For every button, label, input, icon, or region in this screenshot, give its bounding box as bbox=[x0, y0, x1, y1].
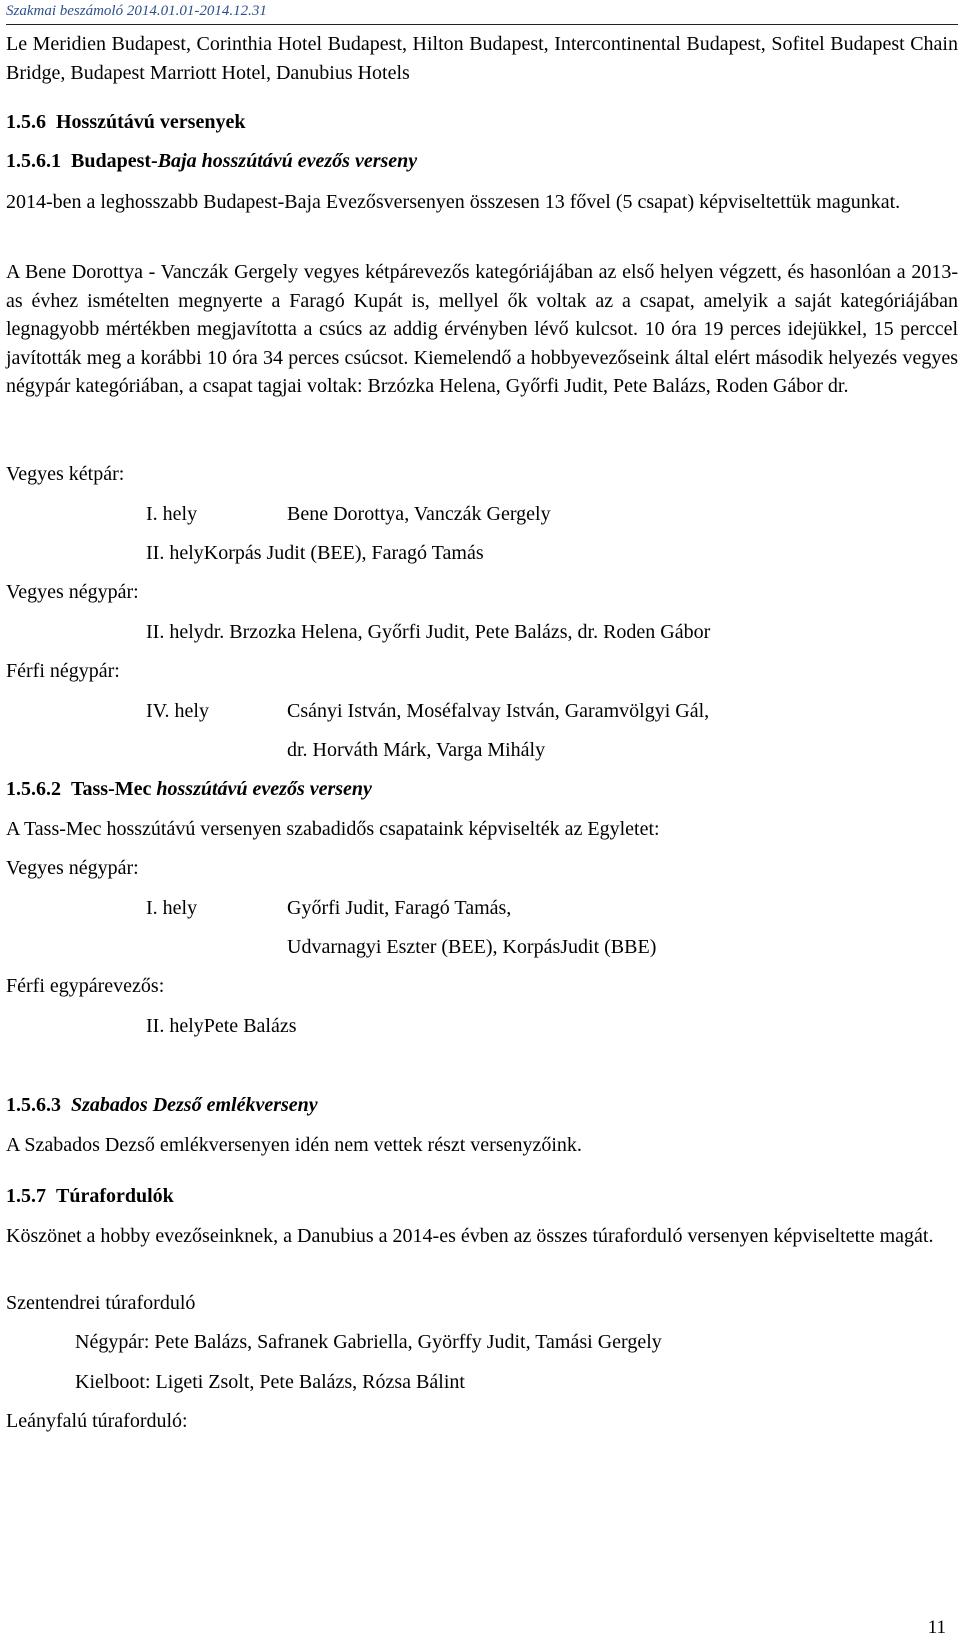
result-line: II. helyPete Balázs bbox=[146, 1015, 297, 1037]
heading-1-5-6-3 bbox=[6, 1094, 318, 1117]
category-mixed-quad: Vegyes négypár: bbox=[6, 581, 139, 603]
paragraph-tour: Köszönet a hobby evezőseinknek, a Danubius a 2014-es évben az összes túraforduló versenyen képviseltette magát. bbox=[6, 1225, 934, 1247]
section-title: Hosszútávú versenyek bbox=[56, 111, 246, 133]
paragraph-szabados: A Szabados Dezső emlékversenyen idén nem vettek részt versenyzőink. bbox=[6, 1134, 582, 1156]
heading-1-5-6 bbox=[6, 111, 245, 134]
result-names-cont: dr. Horváth Márk, Varga Mihály bbox=[287, 739, 546, 761]
section-number: 1.5.6.3 bbox=[6, 1094, 61, 1116]
section-number: 1.5.6.1 bbox=[6, 150, 61, 172]
result-line: II. helyKorpás Judit (BEE), Faragó Tamás bbox=[146, 542, 484, 564]
hotel-list: Le Meridien Budapest, Corinthia Hotel Budapest, Hilton Budapest, Intercontinental Budapest, Sofitel Budapest Chain Bridge, Budapest Marriott Hotel, Danubius Hotels bbox=[6, 33, 958, 84]
category-mixed-quad: Vegyes négypár: bbox=[6, 857, 139, 879]
tour-szentendre: Szentendrei túraforduló bbox=[6, 1292, 196, 1314]
section-title-part: Tass-Mec bbox=[71, 778, 152, 800]
paragraph-tassmec: A Tass-Mec hosszútávú versenyen szabadidős csapataink képviselték az Egyletet: bbox=[6, 818, 660, 840]
result-place: I. hely bbox=[146, 897, 198, 919]
result-place: I. hely bbox=[146, 503, 198, 525]
heading-1-5-7 bbox=[6, 1185, 174, 1208]
section-title-italic: Szabados Dezső emlékverseny bbox=[71, 1094, 318, 1116]
result-place: IV. hely bbox=[146, 700, 209, 722]
section-number: 1.5.6 bbox=[6, 111, 46, 133]
paragraph-results-intro: 2014-ben a leghosszabb Budapest-Baja Evezősversenyen összesen 13 fővel (5 csapat) képviseltettük magunkat. bbox=[6, 191, 901, 213]
heading-1-5-6-2 bbox=[6, 778, 372, 801]
section-title: Túrafordulók bbox=[56, 1185, 174, 1207]
tour-leanyfalu: Leányfalú túraforduló: bbox=[6, 1410, 188, 1432]
header-rule bbox=[6, 24, 958, 25]
section-title-italic: hosszútávú evezős verseny bbox=[156, 778, 372, 800]
tour-line-kielboot: Kielboot: Ligeti Zsolt, Pete Balázs, Rózsa Bálint bbox=[75, 1371, 465, 1393]
tour-line-quad: Négypár: Pete Balázs, Safranek Gabriella, Györffy Judit, Tamási Gergely bbox=[75, 1331, 662, 1353]
section-number: 1.5.6.2 bbox=[6, 778, 61, 800]
section-title-part: Budapest- bbox=[71, 150, 158, 172]
heading-1-5-6-1 bbox=[6, 150, 417, 173]
running-header: Szakmai beszámoló 2014.01.01-2014.12.31 bbox=[6, 3, 267, 19]
section-title-italic: Baja hosszútávú evezős verseny bbox=[157, 150, 418, 172]
section-number: 1.5.7 bbox=[6, 1185, 46, 1207]
paragraph-results-detail: A Bene Dorottya - Vanczák Gergely vegyes kétpárevezős kategóriájában az első helyen végzett, és hasonlóan a 2013-as évhez ismételten megnyerte a Faragó Kupát is, mellyel ők voltak az a csapat, amelyik a saját kategóriájában legnagyobb mértékben megjavította a csúcs az addig érvényben lévő kulcsot. 10 óra 19 perces idejükkel, 15 perccel javították meg a korábbi 10 óra 34 perces csúcsot. Kiemelendő a hobbyevezőseink által elért második helyezés vegyes négypár kategóriában, a csapat tagjai voltak: Brzózka Helena, Győrfi Judit, Pete Balázs, Roden Gábor dr. bbox=[6, 261, 958, 397]
result-line: II. helydr. Brzozka Helena, Győrfi Judit, Pete Balázs, dr. Roden Gábor bbox=[146, 621, 711, 643]
category-mens-quad: Férfi négypár: bbox=[6, 660, 120, 682]
category-mixed-double: Vegyes kétpár: bbox=[6, 463, 125, 485]
result-names: Bene Dorottya, Vanczák Gergely bbox=[287, 503, 551, 525]
result-names: Csányi István, Moséfalvay István, Garamvölgyi Gál, bbox=[287, 700, 710, 722]
page-number: 11 bbox=[927, 1617, 946, 1638]
result-names-cont: Udvarnagyi Eszter (BEE), KorpásJudit (BBE) bbox=[287, 936, 657, 958]
category-mens-single: Férfi egypárevezős: bbox=[6, 975, 165, 997]
result-names: Győrfi Judit, Faragó Tamás, bbox=[287, 897, 512, 919]
